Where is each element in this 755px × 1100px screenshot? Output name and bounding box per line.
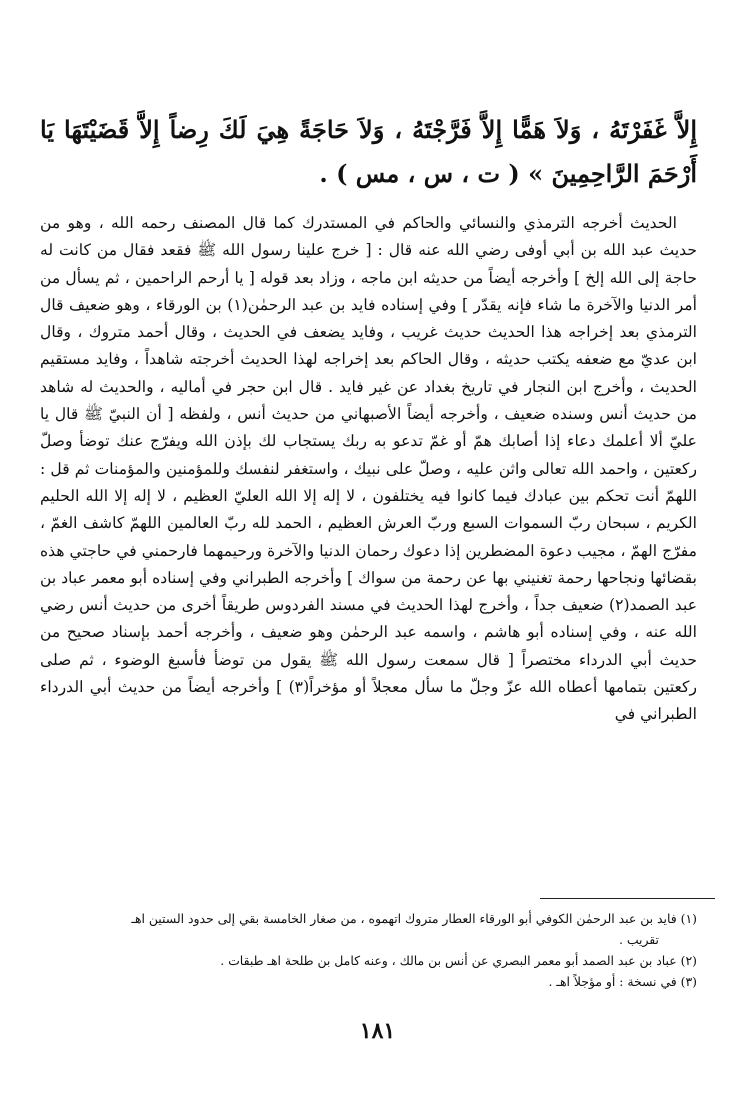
footnote-text: عباد بن عبد الصمد أبو معمر البصري عن أنس بن مالك ، وعنه كامل بن طلحة اهـ طبقات . <box>220 953 677 968</box>
commentary-text <box>40 210 697 729</box>
footnotes <box>40 908 697 992</box>
footnote-marker: (٣) <box>680 974 697 989</box>
footnote-2 <box>40 950 697 971</box>
footnote-3 <box>40 971 697 992</box>
page-number: ١٨١ <box>359 1018 396 1044</box>
footnote-marker: (٢) <box>680 953 697 968</box>
footnote-divider <box>540 898 715 899</box>
footnote-1-continuation: تقريب . <box>618 932 659 947</box>
footnote-text: فايد بن عبد الرحمٰن الكوفي أبو الورقاء العطار متروك اتهموه ، من صغار الخامسة بقي إلى حدود الستين اهـ <box>131 911 677 926</box>
footnote-1 <box>40 908 697 929</box>
footnote-text: في نسخة : أو مؤجلاً اهـ . <box>548 974 677 989</box>
prayer-text: إِلاَّ غَفَرْتَهُ ، وَلاَ هَمًّا إِلاَّ فَرَّجْتَهُ ، وَلاَ حَاجَةً هِيَ لَكَ رِضاً إِلاَّ قَضَيْتَهَا يَا أَرْحَمَ الرَّاحِمِينَ » ( ت ، س ، مس ) . <box>40 115 697 188</box>
commentary-paragraph: الحديث أخرجه الترمذي والنسائي والحاكم في المستدرك كما قال المصنف رحمه الله ، وهو من حديث عبد الله بن أبي أوفى رضي الله عنه قال : [ خرج علينا رسول الله ﷺ فقعد فقال من كانت له حاجة إلى الله إلخ ] وأخرجه أيضاً من حديثه ابن ماجه ، وزاد بعد قوله [ يا أرحم الراحمين ، ثم يسأل من أمر الدنيا والآخرة ما شاء فإنه يقدّر ] وفي إسناده فايد بن عبد الرحمٰن(١) بن الورقاء ، وهو ضعيف قال الترمذي بعد إخراجه هذا الحديث حديث غريب ، وفايد يضعف في الحديث ، وقال أحمد متروك ، وقال ابن عديّ مع ضعفه يكتب حديثه ، وقال الحاكم بعد إخراجه لهذا الحديث أخرجته شاهداً ، وفايد مستقيم الحديث ، وأخرج ابن النجار في تاريخ بغداد عن غير فايد . قال ابن حجر في أماليه ، والحديث له شاهد من حديث أنس وسنده ضعيف ، وأخرجه أيضاً الأصبهاني من حديث أنس ، ولفظه [ أن النبيّ ﷺ قال يا عليّ ألا أعلمك دعاء إذا أصابك همّ أو غمّ تدعو به ربك يستجاب لك بإذن الله ويفرّج عنك توضأ وصلّ ركعتين ، واحمد الله تعالى واثن عليه ، وصلّ على نبيك ، واستغفر لنفسك وللمؤمنين والمؤمنات ثم قل : اللهمّ أنت تحكم بين عبادك فيما كانوا فيه يختلفون ، لا إله إلا الله العليّ العظيم ، لا إله إلا الله الحليم الكريم ، سبحان ربّ السموات السبع وربّ العرش العظيم ، الحمد لله ربّ العالمين اللهمّ كاشف الغمّ ، مفرّج الهمّ ، مجيب دعوة المضطرين إذا دعوك رحمان الدنيا والآخرة ورحيمهما فارحمني في حاجتي هذه بقضائها ونجاحها رحمة تغنيني بها عن رحمة من سواك ] وأخرجه الطبراني وفي إسناده أبو معمر عباد بن عبد الصمد(٢) ضعيف جداً ، وأخرج لهذا الحديث في مسند الفردوس طريقاً أخرى من حديث أنس رضي الله عنه ، وفي إسناده أبو هاشم ، واسمه عبد الرحمٰن وهو ضعيف ، وأخرجه أحمد بإسناد صحيح من حديث أبي الدرداء مختصراً [ قال سمعت رسول الله ﷺ يقول من توضأ فأسبغ الوضوء ، ثم صلى ركعتين بتمامها أعطاه الله عزّ وجلّ ما سأل معجلاً أو مؤخراً(٣) ] وأخرجه أيضاً من حديث أبي الدرداء الطبراني في <box>40 214 698 724</box>
footnote-marker: (١) <box>680 911 697 926</box>
